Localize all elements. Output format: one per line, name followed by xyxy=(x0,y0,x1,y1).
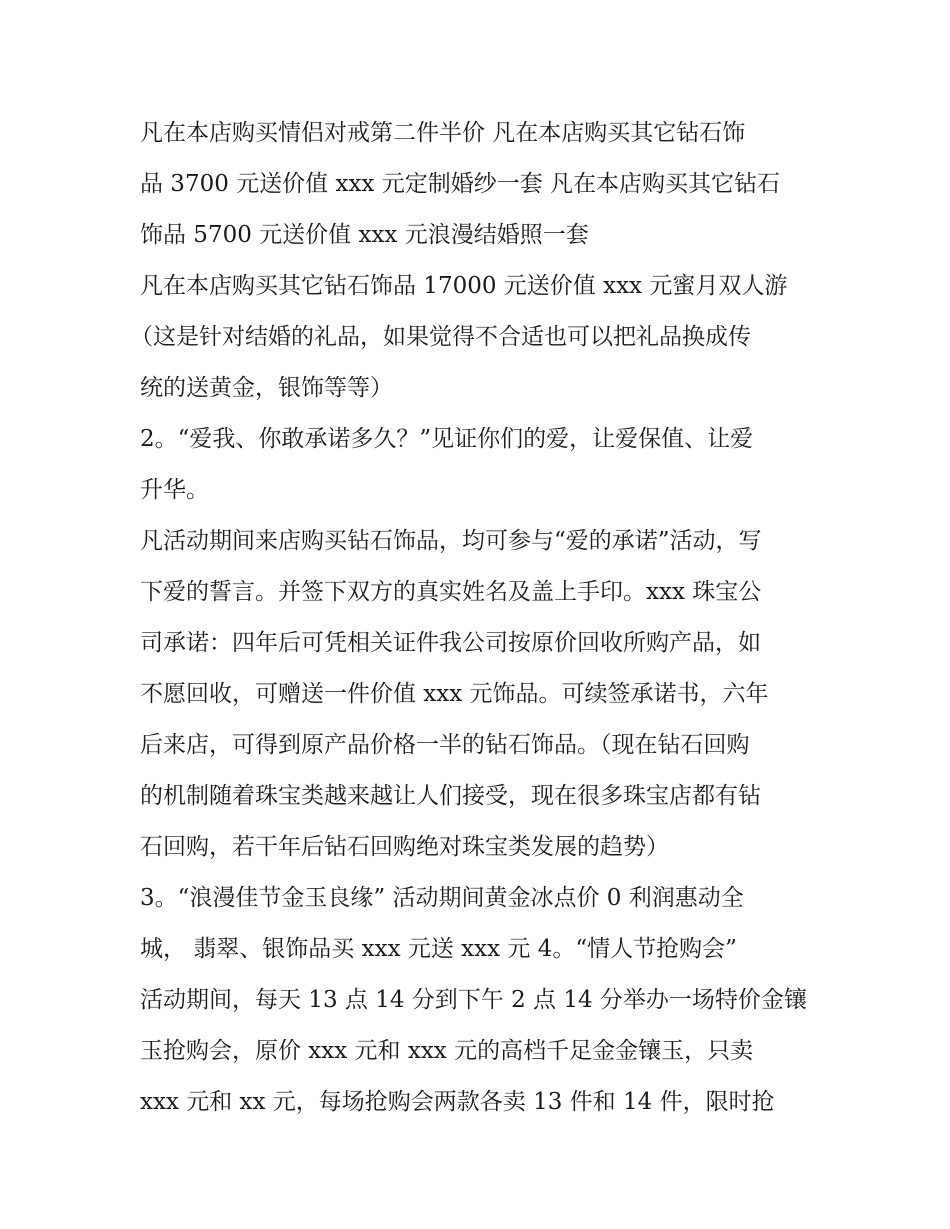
text-line: 不愿回收，可赠送一件价值 xxx 元饰品。可续签承诺书，六年 xyxy=(140,681,769,707)
text-line: xxx 元和 xx 元，每场抢购会两款各卖 13 件和 14 件，限时抢 xyxy=(140,1089,775,1115)
text-line: 饰品 5700 元送价值 xxx 元浪漫结婚照一套 xyxy=(140,222,589,248)
body-text xyxy=(130,108,820,1128)
text-line: 城， 翡翠、银饰品买 xxx 元送 xxx 元 4。“情人节抢购会” xyxy=(140,936,737,962)
text-line: 3。“浪漫佳节金玉良缘” 活动期间黄金冰点价 0 利润惠动全 xyxy=(140,885,744,911)
text-line: 升华。 xyxy=(140,477,209,503)
text-line: 的机制随着珠宝类越来越让人们接受，现在很多珠宝店都有钻 xyxy=(140,783,761,809)
text-line: 下爱的誓言。并签下双方的真实姓名及盖上手印。xxx 珠宝公 xyxy=(140,579,762,605)
text-line: 司承诺：四年后可凭相关证件我公司按原价回收所购产品，如 xyxy=(140,630,761,656)
text-line: 统的送黄金，银饰等等） xyxy=(140,375,393,401)
text-line: 石回购，若干年后钻石回购绝对珠宝类发展的趋势） xyxy=(140,834,669,860)
text-line: 活动期间，每天 13 点 14 分到下午 2 点 14 分举办一场特价金镶 xyxy=(140,987,807,1013)
text-line: 凡活动期间来店购买钻石饰品，均可参与“爱的承诺”活动，写 xyxy=(140,528,762,554)
text-line: 后来店，可得到原产品价格一半的钻石饰品。（现在钻石回购 xyxy=(140,732,750,758)
text-line: 凡在本店购买其它钻石饰品 17000 元送价值 xxx 元蜜月双人游 xyxy=(140,273,788,299)
text-line: （这是针对结婚的礼品，如果觉得不合适也可以把礼品换成传 xyxy=(130,324,751,350)
text-line: 凡在本店购买情侣对戒第二件半价 凡在本店购买其它钻石饰 xyxy=(140,120,746,146)
text-line: 玉抢购会，原价 xxx 元和 xxx 元的高档千足金金镶玉，只卖 xyxy=(140,1038,754,1064)
text-line: 2。“爱我、你敢承诺多久？”见证你们的爱，让爱保值、让爱 xyxy=(140,426,754,452)
text-line: 品 3700 元送价值 xxx 元定制婚纱一套 凡在本店购买其它钻石 xyxy=(140,171,781,197)
